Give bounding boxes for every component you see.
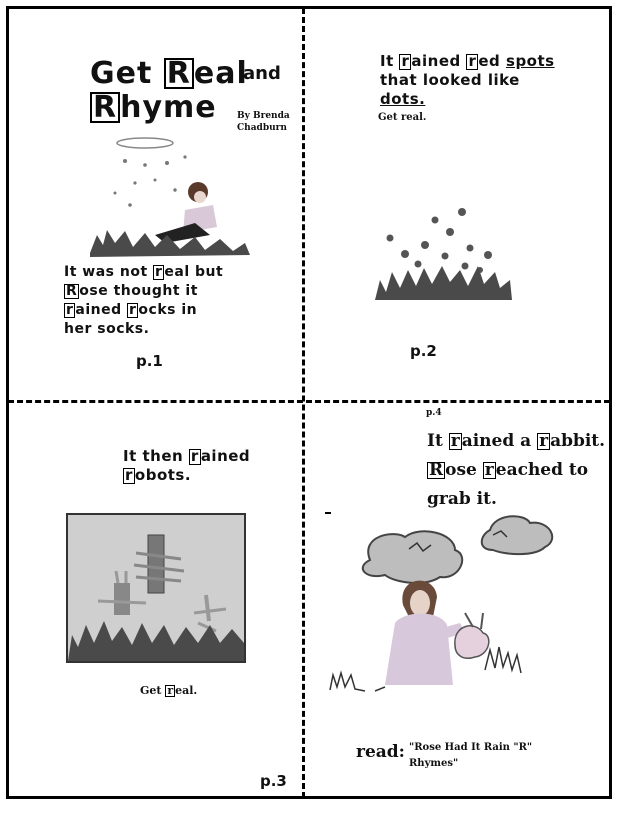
panel1-line2-b: ose thought it: [79, 283, 198, 299]
read-title-line-2: Rhymes": [409, 758, 459, 769]
panel1-line1-b: eal but: [164, 264, 224, 280]
panel1-line2-r: R: [66, 283, 78, 299]
panel3-text: [123, 447, 250, 485]
panel3-line2-b: obots.: [134, 466, 192, 484]
title-line-2: [90, 92, 217, 123]
page-number-2: p.2: [410, 342, 437, 360]
byline-line-2: Chadburn: [237, 123, 287, 133]
panel4-text: [427, 427, 605, 514]
read-title: [409, 740, 532, 772]
title-and: and: [243, 63, 281, 84]
vertical-fold-line: [302, 8, 305, 798]
panel2-line1-a: It: [380, 52, 400, 70]
panel1-line3-r: r: [66, 302, 74, 318]
panel4-line1-a: It: [427, 431, 449, 451]
panel2-line-3: dots.: [380, 90, 426, 108]
panel1-line1-r: r: [155, 264, 163, 280]
byline-line-1: By Brenda: [237, 111, 290, 121]
title-word-hyme: hyme: [120, 90, 217, 125]
page-number-4: p.4: [426, 408, 442, 418]
panel1-line-4: her socks.: [64, 321, 150, 337]
panel2-line1-spots: spots: [506, 52, 555, 70]
rose-illustration-1: [85, 135, 285, 260]
panel4-line2-b: ose: [445, 460, 483, 480]
panel4-line-1: [427, 427, 605, 456]
panel4-line-3: grab it.: [427, 489, 497, 509]
title-word-eal: eal: [193, 56, 248, 91]
panel1-text: [64, 263, 223, 339]
panel3-line1-r: r: [190, 447, 199, 465]
byline: [237, 110, 290, 134]
panel2-line1-r2: r: [468, 52, 477, 70]
panel1-line-1: [64, 263, 223, 282]
panel1-line3-c: ocks in: [138, 302, 198, 318]
panel1-line1-a: It was not: [64, 264, 154, 280]
panel1-line-3: [64, 301, 223, 320]
panel2-line-2: that looked like: [380, 71, 520, 89]
horizontal-fold-line: [8, 400, 610, 403]
panel3-getreal-a: Get: [140, 684, 166, 697]
panel2-getreal: Get real.: [378, 112, 427, 123]
panel1-line-2: [64, 282, 223, 301]
panel4-line2-r2: r: [484, 460, 494, 480]
title-letter-r: R: [164, 58, 194, 89]
page-number-1: p.1: [136, 352, 163, 370]
panel4-line-2: [427, 456, 605, 485]
panel4-line1-r: r: [450, 431, 460, 451]
panel4-line1-r2: r: [539, 431, 549, 451]
panel1-line3-b: ained: [75, 302, 128, 318]
panel3-line-2: [123, 466, 250, 485]
panel2-line1-b: ained: [411, 52, 467, 70]
panel3-line1-a: It then: [123, 447, 189, 465]
page-number-3: p.3: [260, 772, 287, 790]
panel4-line2-c: eached to: [495, 460, 589, 480]
red-spots-illustration: [370, 200, 520, 310]
rabbit-illustration: [325, 505, 575, 705]
panel3-getreal: [140, 684, 197, 697]
panel2-line1-c: ed: [478, 52, 507, 70]
panel4-line1-b: ained a: [461, 431, 538, 451]
read-label: read:: [356, 742, 405, 762]
robots-illustration: [66, 513, 246, 663]
panel4-line1-c: abbit.: [550, 431, 606, 451]
read-title-line-1: "Rose Had It Rain "R": [409, 742, 533, 753]
panel2-line-1: [380, 52, 555, 71]
title-letter-r2: R: [90, 92, 120, 123]
title-line-1: [90, 58, 248, 89]
panel3-getreal-r: r: [167, 684, 174, 697]
title-word-get: Get: [90, 56, 153, 91]
panel3-line2-r: r: [125, 466, 133, 484]
panel4-line2-r: R: [429, 460, 444, 480]
panel3-getreal-b: eal.: [175, 684, 198, 697]
panel3-line1-b: ained: [200, 447, 251, 465]
panel3-line-1: [123, 447, 250, 466]
panel1-line3-r2: r: [129, 302, 137, 318]
panel2-line1-r: r: [401, 52, 410, 70]
panel2-text: [380, 52, 555, 109]
